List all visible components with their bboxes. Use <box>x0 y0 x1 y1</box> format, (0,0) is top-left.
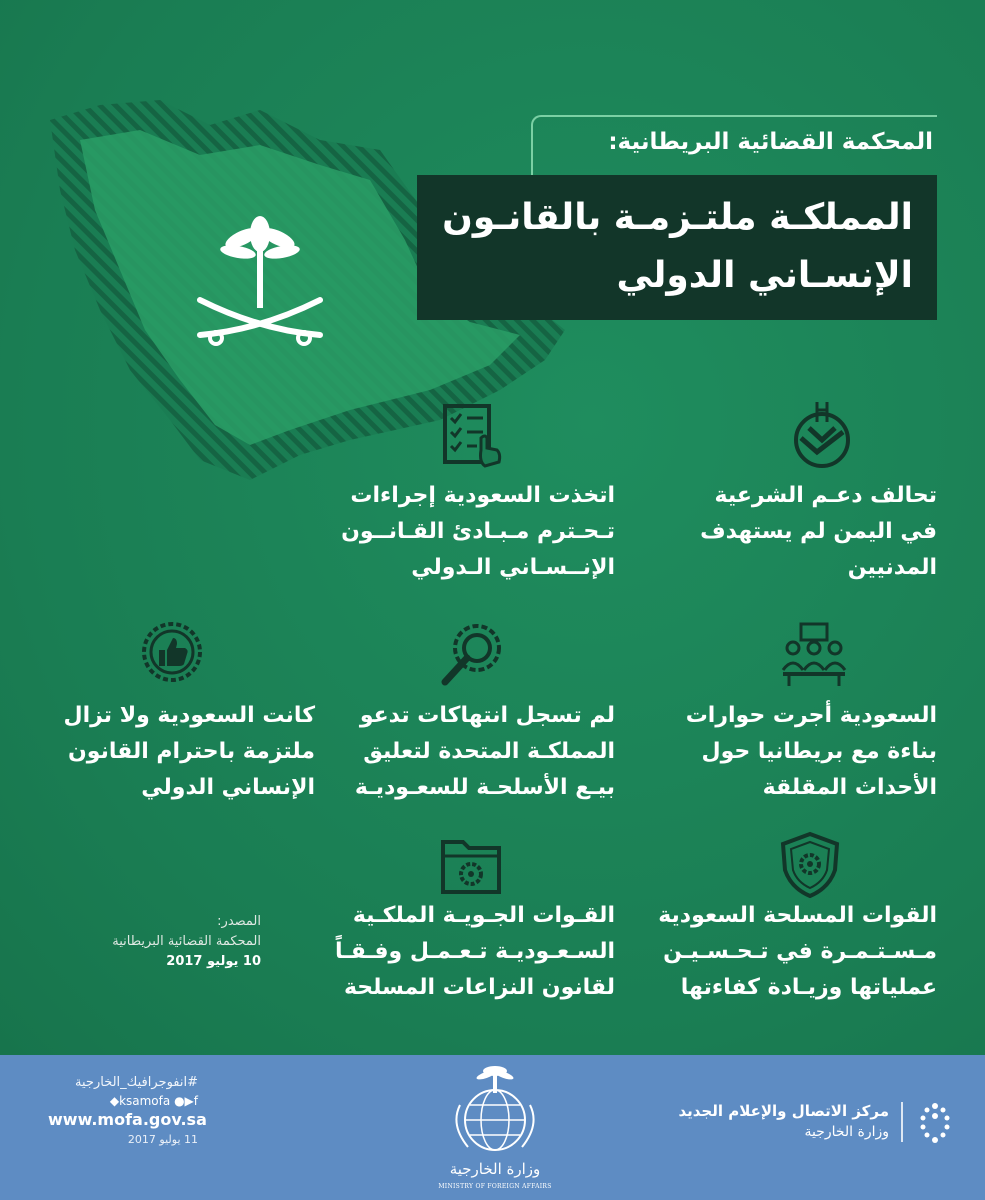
page-title-line-2: الإنسـاني الدولي <box>616 255 913 296</box>
media-center-logo-icon <box>915 1100 955 1146</box>
ministry-emblem-icon <box>440 1065 550 1160</box>
fact-line: عملياتها وزيـادة كفاءتها <box>680 975 937 1000</box>
fact-line: في اليمن لم يستهدف <box>700 519 937 544</box>
thumbs-up-badge-icon <box>137 620 207 690</box>
fact-line: لم تسجل انتهاكات تدعو <box>359 703 615 728</box>
fact-card-armed-forces <box>637 830 937 1030</box>
fact-line: كانت السعودية ولا تزال <box>63 703 315 728</box>
footer-social <box>48 1094 198 1108</box>
footer-bar <box>0 1055 985 1200</box>
fact-line: مـسـتـمـرة في تـحـسـيـن <box>663 939 937 964</box>
footer-ministry-name: وزارة الخارجية <box>804 1124 889 1140</box>
footer-url[interactable]: www.mofa.gov.sa <box>48 1110 207 1129</box>
header-title-box <box>417 175 937 320</box>
fact-card-dialogue <box>657 620 937 820</box>
fact-line: المدنيين <box>847 555 937 580</box>
fact-line: القوات المسلحة السعودية <box>658 903 937 928</box>
fact-line: الإنساني الدولي <box>141 775 315 800</box>
ministry-logo <box>440 1065 550 1195</box>
shield-gear-icon <box>775 830 845 900</box>
fact-line: القـوات الجـويـة الملكـية <box>352 903 615 928</box>
footer-hashtag[interactable]: #انفوجرافيك_الخارجية <box>75 1075 198 1090</box>
fact-card-coalition <box>657 400 937 600</box>
fact-card-air-force <box>335 830 615 1030</box>
media-center-name: مركز الاتصال والإعلام الجديد <box>678 1102 889 1120</box>
handshake-circle-icon <box>787 400 857 470</box>
source-name: المحكمة القضائية البريطانية <box>112 934 261 949</box>
fact-line: اتخذت السعودية إجراءات <box>350 483 615 508</box>
fact-line: لقانون النزاعات المسلحة <box>343 975 615 1000</box>
fact-line: تحالف دعـم الشرعية <box>714 483 937 508</box>
fact-card-no-violations <box>335 620 615 820</box>
fact-card-committed <box>35 620 315 820</box>
social-icons: ●▶f◆ <box>109 1094 198 1108</box>
fact-line: السـعـوديـة تـعـمـل وفـقـاً <box>334 939 615 964</box>
fact-line: الإنــسـاني الـدولي <box>411 555 615 580</box>
ministry-name-ar: وزارة الخارجية <box>449 1160 541 1178</box>
meeting-people-icon <box>779 620 849 690</box>
palm-swords-emblem-icon <box>190 210 330 360</box>
social-handle[interactable]: ksamofa <box>119 1094 171 1108</box>
ministry-name-en: MINISTRY OF FOREIGN AFFAIRS <box>438 1183 552 1190</box>
magnifier-gear-icon <box>437 620 507 690</box>
fact-line: السعودية أجرت حوارات <box>685 703 937 728</box>
fact-card-procedures <box>335 400 615 600</box>
header-subtitle: المحكمة القضائية البريطانية: <box>531 115 937 179</box>
source-date: 10 يوليو 2017 <box>166 954 261 969</box>
footer-contact <box>48 1075 207 1146</box>
fact-line: المملكـة المتحدة لتعليق <box>363 739 615 764</box>
fact-line: الأحداث المقلقة <box>762 775 937 800</box>
fact-line: ملتزمة باحترام القانون <box>68 739 315 764</box>
fact-line: بيـع الأسلحـة للسعـوديـة <box>354 775 615 800</box>
source-note <box>112 912 261 972</box>
footer-date: 11 يوليو 2017 <box>127 1133 198 1146</box>
checklist-hand-icon <box>437 400 507 470</box>
page-title-line-1: المملكـة ملتـزمـة بالقانـون <box>442 197 913 238</box>
fact-line: تـحـترم مـبـادئ القـانــون <box>341 519 615 544</box>
fact-line: بناءة مع بريطانيا حول <box>701 739 937 764</box>
brand-separator <box>901 1102 903 1142</box>
folder-gear-icon <box>437 830 507 900</box>
source-label: المصدر: <box>217 914 261 929</box>
